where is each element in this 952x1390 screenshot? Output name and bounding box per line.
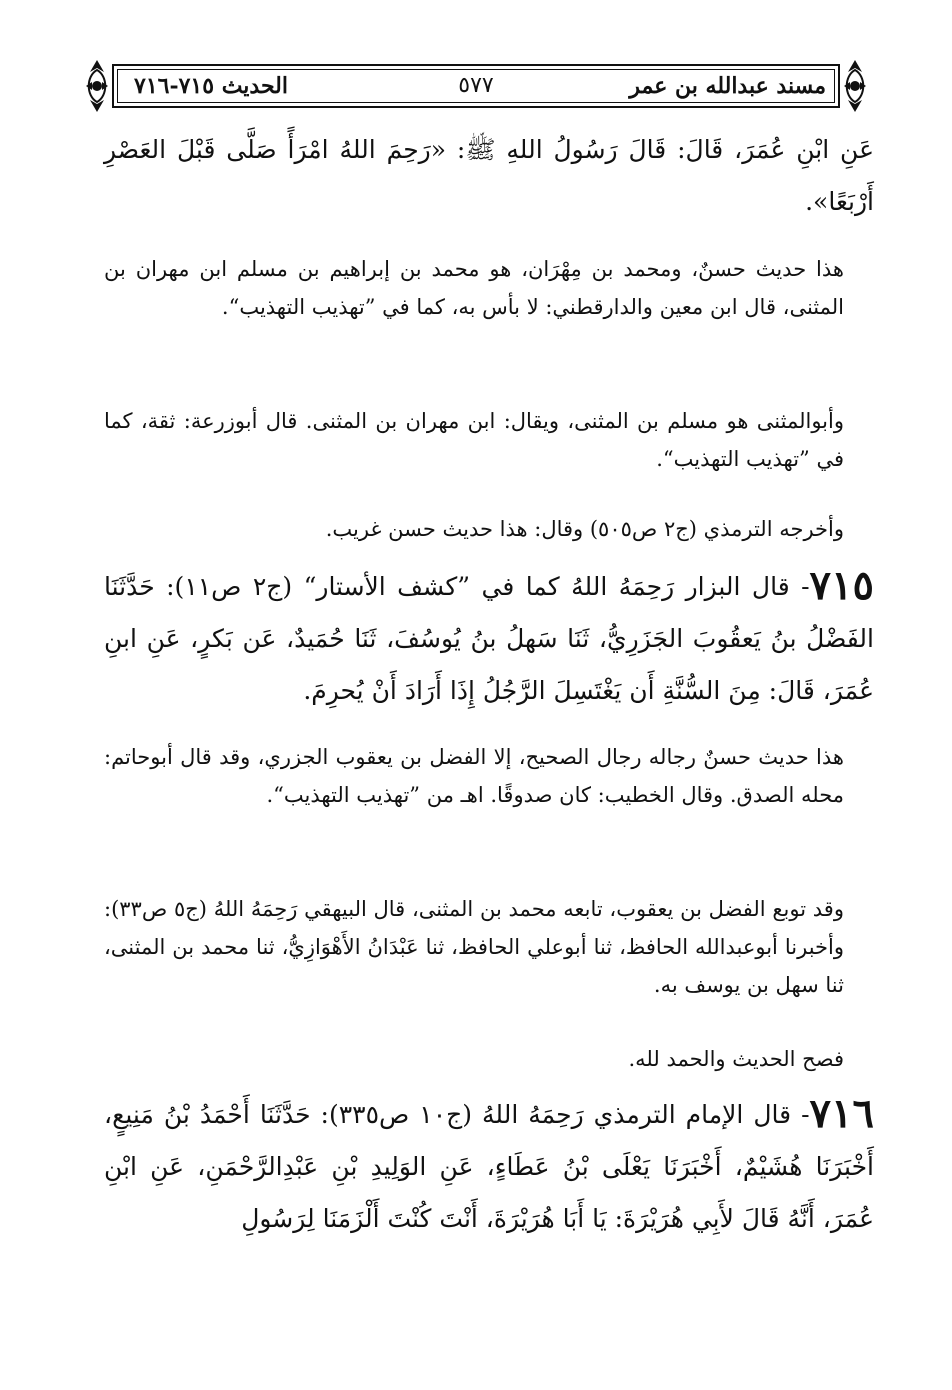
hadith-number-716: ٧١٦ [809, 1090, 874, 1137]
hadith-716 [104, 1088, 874, 1245]
commentary-4 [104, 738, 874, 814]
commentary-paragraph: وأبوالمثنى هو مسلم بن المثنى، ويقال: ابن مهران بن المثنى. قال أبوزرعة: ثقة، كما في ”تهذيب التهذيب“. [104, 409, 844, 471]
commentary-paragraph: وقد توبع الفضل بن يعقوب، تابعه محمد بن المثنى، قال البيهقي رَحِمَهُ اللهُ (ج٥ ص٣٣): وأخبرنا أبوعبدالله الحافظ، ثنا أبوعلي الحافظ، ثنا عَبْدَانُ الأَهْوَازِيُّ، ثنا محمد بن المثنى، ثنا سهل بن يوسف به. [104, 897, 844, 997]
hadith-matn: عَنِ ابْنِ عُمَرَ، قَالَ: قَالَ رَسُولُ اللهِ ﷺ: «رَحِمَ اللهُ امْرَأً صَلَّى قَبْلَ العَصْرِ أَرْبَعًا». [104, 135, 874, 216]
commentary-6 [104, 1040, 874, 1078]
commentary-paragraph: وأخرجه الترمذي (ج٢ ص٥٠٥) وقال: هذا حديث حسن غريب. [325, 517, 844, 541]
hadith-715 [104, 560, 874, 717]
hadith-text-top [104, 124, 874, 228]
commentary-1 [104, 250, 874, 326]
hadith-715-text: - قال البزار رَحِمَهُ اللهُ كما في ”كشف الأستار“ (ج٢ ص١١): حَدَّثَنَا الفَضْلُ بنُ يَعقُوبَ الجَزَرِيُّ، ثَنَا سَهلُ بنُ يُوسُفَ، ثَنَا حُمَيدٌ، عَن بَكرٍ، عَنِ ابنِ عُمَرَ، قَالَ: مِنَ السُّنَّةِ أَن يَغْتَسِلَ الرَّجُلُ إِذَا أَرَادَ أَنْ يُحرِمَ. [104, 572, 874, 705]
header-book-title: مسند عبدالله بن عمر [629, 73, 826, 99]
commentary-paragraph: فصح الحديث والحمد لله. [628, 1047, 844, 1071]
hadith-number-715: ٧١٥ [809, 562, 874, 609]
commentary-paragraph: هذا حديث حسنٌ رجاله رجال الصحيح، إلا الفضل بن يعقوب الجزري، وقد قال أبوحاتم: محله الصدق. وقال الخطيب: كان صدوقًا. اهـ من ”تهذيب التهذيب“. [104, 745, 844, 807]
header-page-number: ٥٧٧ [458, 73, 494, 98]
commentary-paragraph: هذا حديث حسنٌ، ومحمد بن مِهْرَان، هو محمد بن إبراهيم بن مسلم ابن مهران بن المثنى، قال ابن معين والدارقطني: لا بأس به، كما في ”تهذيب التهذيب“. [104, 257, 844, 319]
commentary-3 [104, 510, 874, 548]
header-hadith-range: الحديث ٧١٥-٧١٦ [134, 73, 288, 99]
hadith-716-text: - قال الإمام الترمذي رَحِمَهُ اللهُ (ج١٠ ص٣٣٥): حَدَّثَنَا أَحْمَدُ بْنُ مَنِيعٍ، أَخْبَرَنَا هُشَيْمٌ، أَخْبَرَنَا يَعْلَى بْنُ عَطَاءٍ، عَنِ الوَلِيدِ بْنِ عَبْدِالرَّحْمَنِ، عَنِ ابْنِ عُمَرَ، أَنَّهُ قَالَ لأَبِي هُرَيْرَةَ: يَا أَبَا هُرَيْرَةَ، أَنْتَ كُنْتَ أَلْزَمَنَا لِرَسُولِ [104, 1100, 874, 1233]
commentary-2 [104, 402, 874, 478]
commentary-5 [104, 890, 874, 1004]
